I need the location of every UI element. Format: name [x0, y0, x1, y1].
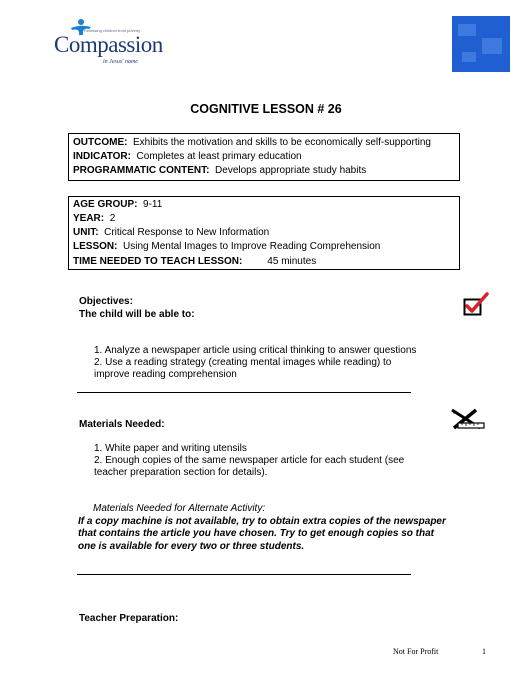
age-group-value: 9-11	[143, 199, 163, 210]
objective-item-2-cont: improve reading comprehension	[94, 369, 237, 380]
alternate-activity-line-3: one is available for every two or three students.	[78, 541, 305, 552]
lesson-value: Using Mental Images to Improve Reading Comprehension	[123, 241, 381, 252]
page-number: 1	[482, 647, 486, 656]
indicator-label: INDICATOR:	[73, 151, 131, 162]
unit-value: Critical Response to New Information	[104, 227, 270, 238]
unit-row	[73, 227, 269, 238]
age-group-label: AGE GROUP:	[73, 199, 138, 210]
time-needed-row	[73, 256, 316, 267]
outcome-box	[68, 133, 460, 181]
lesson-title: COGNITIVE LESSON # 26	[190, 102, 342, 116]
lesson-label: LESSON:	[73, 241, 118, 252]
age-group-row	[73, 199, 162, 210]
unit-label: UNIT:	[73, 227, 99, 238]
divider-1	[77, 392, 411, 393]
year-row	[73, 213, 115, 224]
outcome-label: OUTCOME:	[73, 137, 128, 148]
logo-sub: in Jesus' name	[103, 59, 138, 65]
objective-item-1: 1. Analyze a newspaper article using critical thinking to answer questions	[94, 345, 417, 356]
objectives-heading: Objectives:	[79, 296, 133, 307]
compassion-logo	[54, 18, 174, 70]
lesson-info-box	[68, 196, 460, 270]
objective-item-2: 2. Use a reading strategy (creating mental images while reading) to	[94, 357, 392, 368]
programmatic-content-row	[73, 165, 366, 176]
outcome-value: Exhibits the motivation and skills to be economically self-supporting	[133, 137, 431, 148]
programmatic-content-label: PROGRAMMATIC CONTENT:	[73, 165, 210, 176]
logo-tagline: Releasing children from poverty	[84, 28, 141, 33]
materials-heading: Materials Needed:	[79, 419, 165, 430]
year-value: 2	[109, 213, 116, 224]
time-needed-label: TIME NEEDED TO TEACH LESSON:	[73, 256, 243, 267]
teacher-preparation-heading: Teacher Preparation:	[79, 613, 179, 624]
blue-decorative-block	[452, 16, 510, 72]
alternate-activity-line-2: that contains the article you have chosen. Try to get enough copies so that	[78, 528, 434, 539]
pencil-ruler-icon	[450, 406, 486, 432]
checkbox-checkmark-icon	[463, 292, 489, 318]
material-item-2-cont: teacher preparation section for details).	[94, 467, 268, 478]
material-item-1: 1. White paper and writing utensils	[94, 443, 247, 454]
year-label: YEAR:	[73, 213, 105, 224]
logo-brand: Compassion	[54, 32, 163, 57]
indicator-value: Completes at least primary education	[136, 151, 302, 162]
alternate-activity-line-1: If a copy machine is not available, try to obtain extra copies of the newspaper	[78, 516, 446, 527]
lesson-row	[73, 241, 380, 252]
material-item-2: 2. Enough copies of the same newspaper article for each student (see	[94, 455, 405, 466]
time-needed-value: 45 minutes	[267, 256, 317, 267]
alternate-activity-heading: Materials Needed for Alternate Activity:	[93, 503, 266, 514]
footer-not-for-profit: Not For Profit	[393, 647, 439, 656]
outcome-row	[73, 137, 431, 148]
objectives-subheading: The child will be able to:	[79, 309, 195, 320]
programmatic-content-value: Develops appropriate study habits	[215, 165, 367, 176]
divider-2	[77, 574, 411, 575]
indicator-row	[73, 151, 302, 162]
